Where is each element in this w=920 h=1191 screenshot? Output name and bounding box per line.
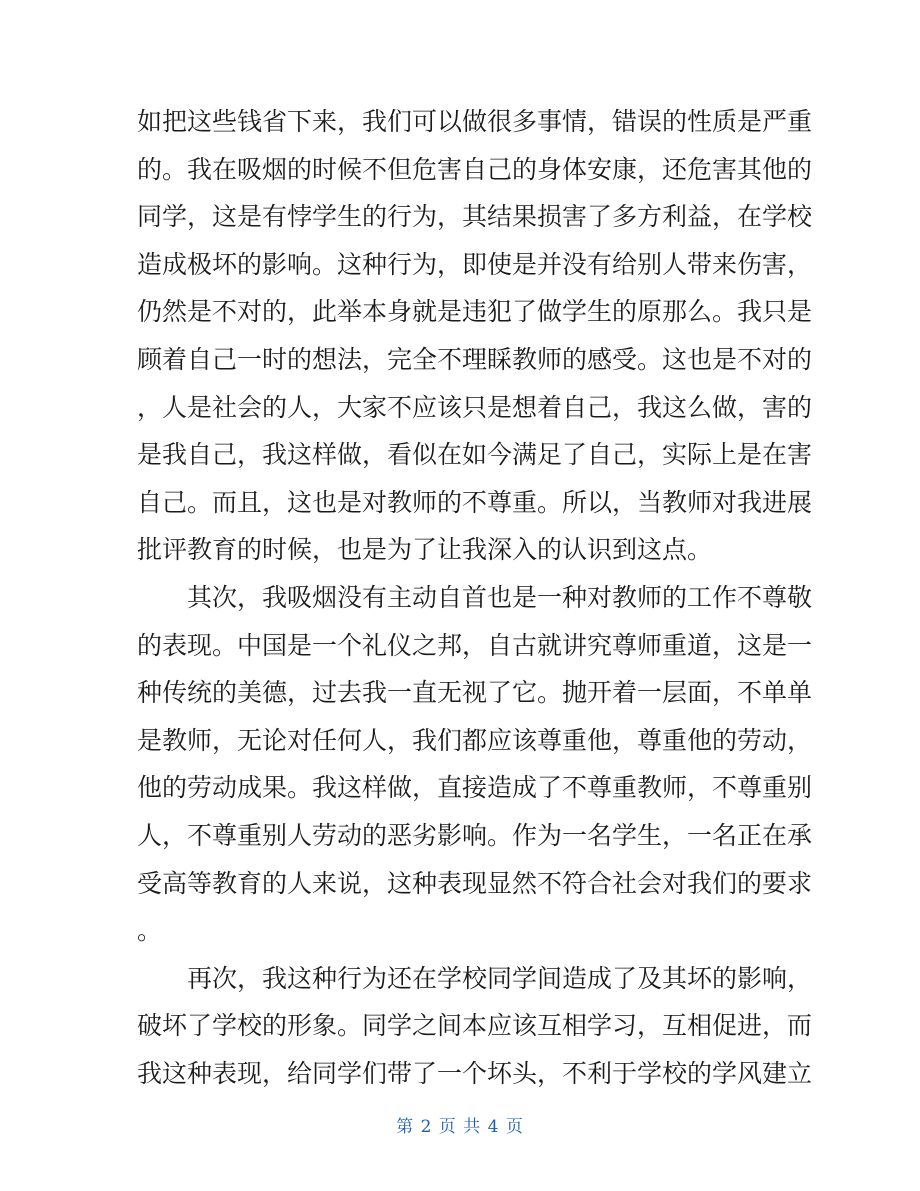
text-line: 批评教育的时候，也是为了让我深入的认识到这点。 [137, 535, 713, 565]
page-number-footer: 第 2 页 共 4 页 [396, 1117, 524, 1137]
document-body [137, 98, 813, 1097]
text-line: ，人是社会的人，大家不应该只是想着自己，我这么做，害的 [137, 392, 813, 422]
text-line: 如把这些钱省下来，我们可以做很多事情，错误的性质是严重 [137, 107, 813, 136]
text-line: 再次，我这种行为还在学校同学间造成了及其坏的影响， [137, 963, 813, 993]
text-line: 的表现。中国是一个礼仪之邦，自古就讲究尊师重道，这是一 [137, 630, 813, 660]
text-line: 自己。而且，这也是对教师的不尊重。所以，当教师对我进展 [137, 487, 813, 517]
text-line: 造成极坏的影响。这种行为，即使是并没有给别人带来伤害， [137, 249, 813, 279]
text-line: 我这种表现，给同学们带了一个坏头，不利于学校的学风建立 [137, 1058, 813, 1088]
text-line: 种传统的美德，过去我一直无视了它。抛开着一层面，不单单 [137, 678, 813, 708]
text-line: 受高等教育的人来说，这种表现显然不符合社会对我们的要求 [137, 868, 813, 898]
text-line: 仍然是不对的，此举本身就是违犯了做学生的原那么。我只是 [137, 297, 813, 327]
text-line: 顾着自己一时的想法，完全不理睬教师的感受。这也是不对的 [137, 344, 813, 374]
text-line: 其次，我吸烟没有主动自首也是一种对教师的工作不尊敬 [137, 582, 813, 612]
text-line: 人，不尊重别人劳动的恶劣影响。作为一名学生，一名正在承 [137, 820, 813, 850]
text-line: 是我自己，我这样做，看似在如今满足了自己，实际上是在害 [137, 440, 813, 470]
text-line: 的。我在吸烟的时候不但危害自己的身体安康，还危害其他的 [137, 154, 813, 184]
text-line: 同学，这是有悖学生的行为，其结果损害了多方利益，在学校 [137, 202, 813, 232]
text-line: 他的劳动成果。我这样做，直接造成了不尊重教师，不尊重别 [137, 773, 813, 803]
text-line: 。 [137, 916, 163, 946]
text-line: 是教师，无论对任何人，我们都应该尊重他，尊重他的劳动， [137, 725, 813, 755]
text-line: 破坏了学校的形象。同学之间本应该互相学习，互相促进，而 [137, 1011, 813, 1041]
